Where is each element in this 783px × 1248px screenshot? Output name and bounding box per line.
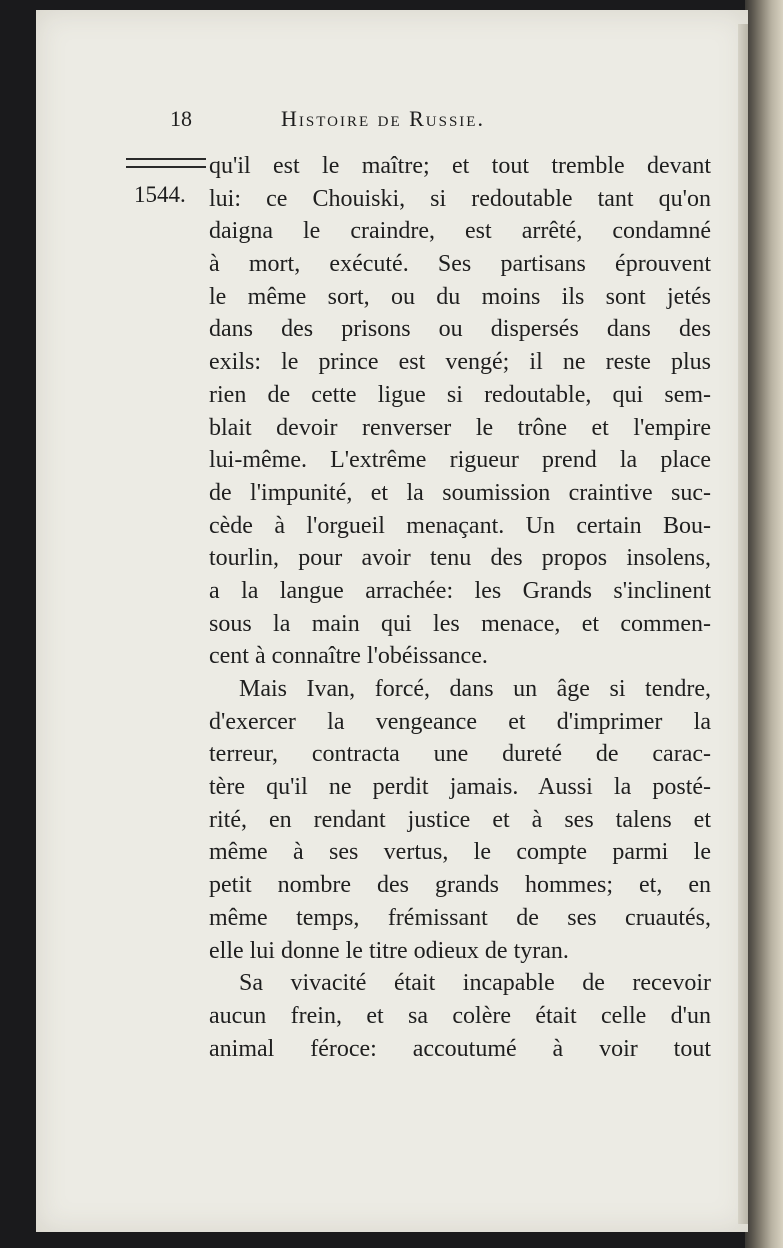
text-line: elle lui donne le titre odieux de tyran.: [209, 937, 569, 964]
text-line: rité, en rendant justice et à ses talens et: [209, 806, 711, 833]
text-line: cède à l'orgueil menaçant. Un certain Bou-: [209, 512, 711, 539]
text-line: cent à connaître l'obéissance.: [209, 643, 488, 670]
text-line: dans des prisons ou dispersés dans des: [209, 316, 711, 343]
text-line: à mort, exécuté. Ses partisans éprouvent: [209, 251, 711, 278]
text-line: daigna le craindre, est arrêté, condamné: [209, 218, 711, 245]
text-line: tourlin, pour avoir tenu des propos insolens,: [209, 545, 711, 572]
text-line: a la langue arrachée: les Grands s'inclinent: [209, 577, 711, 604]
text-line: rien de cette ligue si redoutable, qui sem-: [209, 381, 711, 408]
text-line: terreur, contracta une dureté de carac-: [209, 741, 711, 768]
text-line: lui-même. L'extrême rigueur prend la place: [209, 447, 711, 474]
page-number: 18: [170, 106, 192, 131]
text-line: blait devoir renverser le trône et l'empire: [209, 414, 711, 441]
text-line: le même sort, ou du moins ils sont jetés: [209, 283, 711, 310]
text-line: d'exercer la vengeance et d'imprimer la: [209, 708, 711, 735]
book-spine-edge: [745, 0, 783, 1248]
text-line: exils: le prince est vengé; il ne reste plus: [209, 349, 711, 376]
text-line: qu'il est le maître; et tout tremble devant: [209, 153, 711, 179]
margin-rule-mark: [126, 158, 206, 168]
margin-year-note: 1544.: [134, 182, 186, 207]
text-line: même temps, frémissant de ses cruautés,: [209, 904, 711, 931]
text-line: de l'impunité, et la soumission craintive suc-: [209, 479, 711, 506]
text-line: sous la main qui les menace, et commen-: [209, 610, 711, 637]
page-edge-shadow: [738, 24, 748, 1224]
running-title: Histoire de Russie.: [281, 106, 485, 131]
text-line: même à ses vertus, le compte parmi le: [209, 839, 711, 866]
text-line: animal féroce: accoutumé à voir tout: [209, 1035, 711, 1062]
text-line: lui: ce Chouiski, si redoutable tant qu'on: [209, 185, 711, 212]
book-page: [36, 10, 748, 1232]
text-line: petit nombre des grands hommes; et, en: [209, 872, 711, 899]
paragraph-start-line: Mais Ivan, forcé, dans un âge si tendre,: [239, 676, 711, 702]
paragraph-start-line: Sa vivacité était incapable de recevoir: [239, 970, 711, 997]
running-head: [36, 106, 748, 136]
text-line: aucun frein, et sa colère était celle d'un: [209, 1002, 711, 1029]
body-text: [209, 150, 711, 1065]
text-line: tère qu'il ne perdit jamais. Aussi la posté-: [209, 774, 711, 801]
